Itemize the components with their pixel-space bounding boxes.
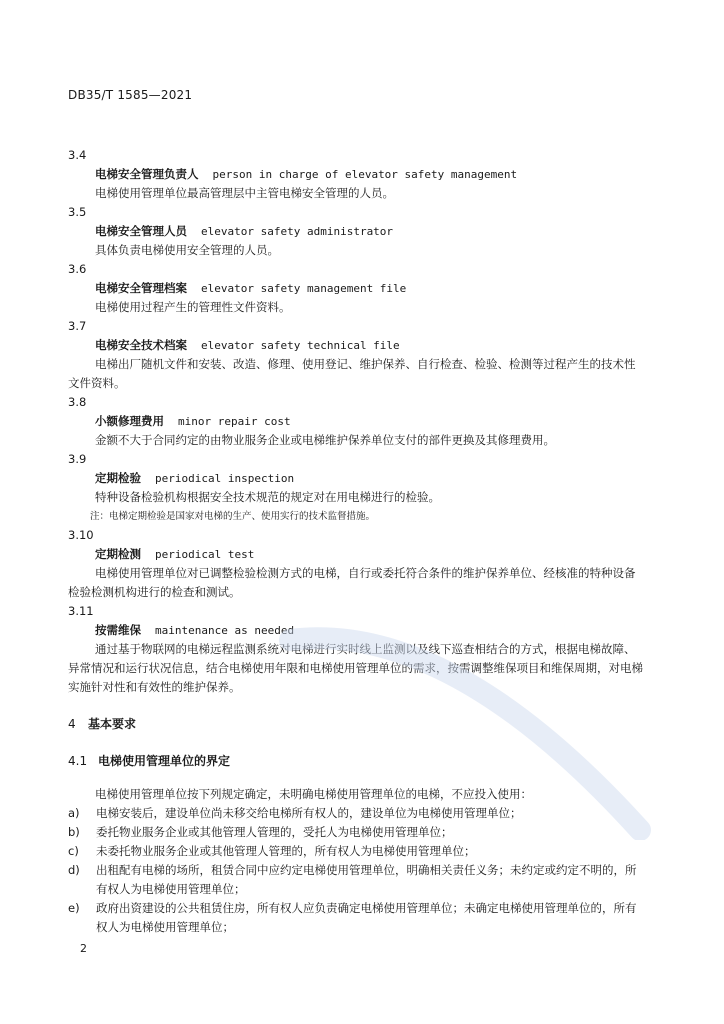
- term-number: 3.7: [68, 319, 87, 333]
- term-definition: 具体负责电梯使用安全管理的人员。: [95, 243, 279, 257]
- list-item: [68, 842, 644, 861]
- term-zh: 小额修理费用: [95, 414, 164, 428]
- term-number: 3.11: [68, 604, 94, 618]
- term-number: 3.10: [68, 528, 94, 542]
- list-text: 出租配有电梯的场所，租赁合同中应约定电梯使用管理单位，明确相关责任义务；未约定或约定不明的，所有权人为电梯使用管理单位；: [96, 863, 637, 896]
- term-3-9: [68, 450, 644, 526]
- list-label: e): [68, 901, 80, 915]
- term-definition: 电梯使用管理单位对已调整检验检测方式的电梯，自行或委托符合条件的维护保养单位、经核准的特种设备检验检测机构进行的检查和测试。: [68, 566, 636, 599]
- term-definition: 电梯使用过程产生的管理性文件资料。: [95, 300, 291, 314]
- list-label: b): [68, 825, 80, 839]
- term-zh: 定期检测: [95, 547, 141, 561]
- page-number: 2: [80, 942, 87, 955]
- term-en: elevator safety administrator: [201, 225, 394, 238]
- term-3-5: [68, 203, 644, 260]
- term-zh: 电梯安全管理负责人: [95, 167, 199, 181]
- term-en: elevator safety management file: [201, 282, 407, 295]
- term-3-11: [68, 602, 644, 697]
- list-item: [68, 823, 644, 842]
- section-title: 基本要求: [88, 717, 137, 731]
- term-number: 3.5: [68, 205, 87, 219]
- list-text: 未委托物业服务企业或其他管理人管理的，所有权人为电梯使用管理单位；: [96, 844, 476, 858]
- term-number: 3.6: [68, 262, 87, 276]
- section-4-1-heading: [68, 752, 644, 771]
- document-code: DB35/T 1585—2021: [68, 88, 193, 102]
- section-title: 电梯使用管理单位的界定: [98, 754, 231, 768]
- list-label: a): [68, 806, 80, 820]
- term-3-4: [68, 146, 644, 203]
- list-item: [68, 899, 644, 937]
- term-en: elevator safety technical file: [201, 339, 400, 352]
- term-en: maintenance as needed: [155, 624, 295, 637]
- term-zh: 电梯安全管理档案: [95, 281, 187, 295]
- term-3-10: [68, 526, 644, 602]
- term-zh: 定期检验: [95, 471, 141, 485]
- term-en: periodical test: [155, 548, 255, 561]
- section-number: 4: [68, 717, 76, 731]
- term-definition: 电梯使用管理单位最高管理层中主管电梯安全管理的人员。: [95, 186, 394, 200]
- term-3-6: [68, 260, 644, 317]
- section-intro: 电梯使用管理单位按下列规定确定，未明确电梯使用管理单位的电梯，不应投入使用：: [95, 787, 532, 801]
- section-number: 4.1: [68, 754, 88, 768]
- list-label: c): [68, 844, 79, 858]
- term-3-7: [68, 317, 644, 393]
- term-zh: 按需维保: [95, 623, 141, 637]
- term-number: 3.9: [68, 452, 87, 466]
- term-en: minor repair cost: [178, 415, 291, 428]
- list-text: 委托物业服务企业或其他管理人管理的，受托人为电梯使用管理单位；: [96, 825, 453, 839]
- term-number: 3.8: [68, 395, 87, 409]
- section-4-heading: [68, 715, 644, 734]
- term-en: periodical inspection: [155, 472, 295, 485]
- list-item: [68, 861, 644, 899]
- list-item: [68, 804, 644, 823]
- term-definition: 通过基于物联网的电梯远程监测系统对电梯进行实时线上监测以及线下巡查相结合的方式，根据电梯故障、异常情况和运行状况信息，结合电梯使用年限和电梯使用管理单位的需求，按需调整维保项目和维保周期，对电梯实施针对性和有效性的维护保养。: [68, 642, 643, 694]
- term-3-8: [68, 393, 644, 450]
- term-note: 注：电梯定期检验是国家对电梯的生产、使用实行的技术监督措施。: [90, 511, 376, 522]
- document-body: [68, 146, 644, 937]
- term-zh: 电梯安全技术档案: [95, 338, 187, 352]
- term-definition: 特种设备检验机构根据安全技术规范的规定对在用电梯进行的检验。: [95, 490, 440, 504]
- list-label: d): [68, 863, 80, 877]
- list-text: 电梯安装后，建设单位尚未移交给电梯所有权人的，建设单位为电梯使用管理单位；: [96, 806, 522, 820]
- term-definition: 电梯出厂随机文件和安装、改造、修理、使用登记、维护保养、自行检查、检验、检测等过程产生的技术性文件资料。: [68, 357, 636, 390]
- term-zh: 电梯安全管理人员: [95, 224, 187, 238]
- list-text: 政府出资建设的公共租赁住房，所有权人应负责确定电梯使用管理单位；未确定电梯使用管理单位的，所有权人为电梯使用管理单位；: [96, 901, 637, 934]
- term-en: person in charge of elevator safety management: [212, 168, 518, 181]
- term-number: 3.4: [68, 148, 87, 162]
- term-definition: 金额不大于合同约定的由物业服务企业或电梯维护保养单位支付的部件更换及其修理费用。: [95, 433, 555, 447]
